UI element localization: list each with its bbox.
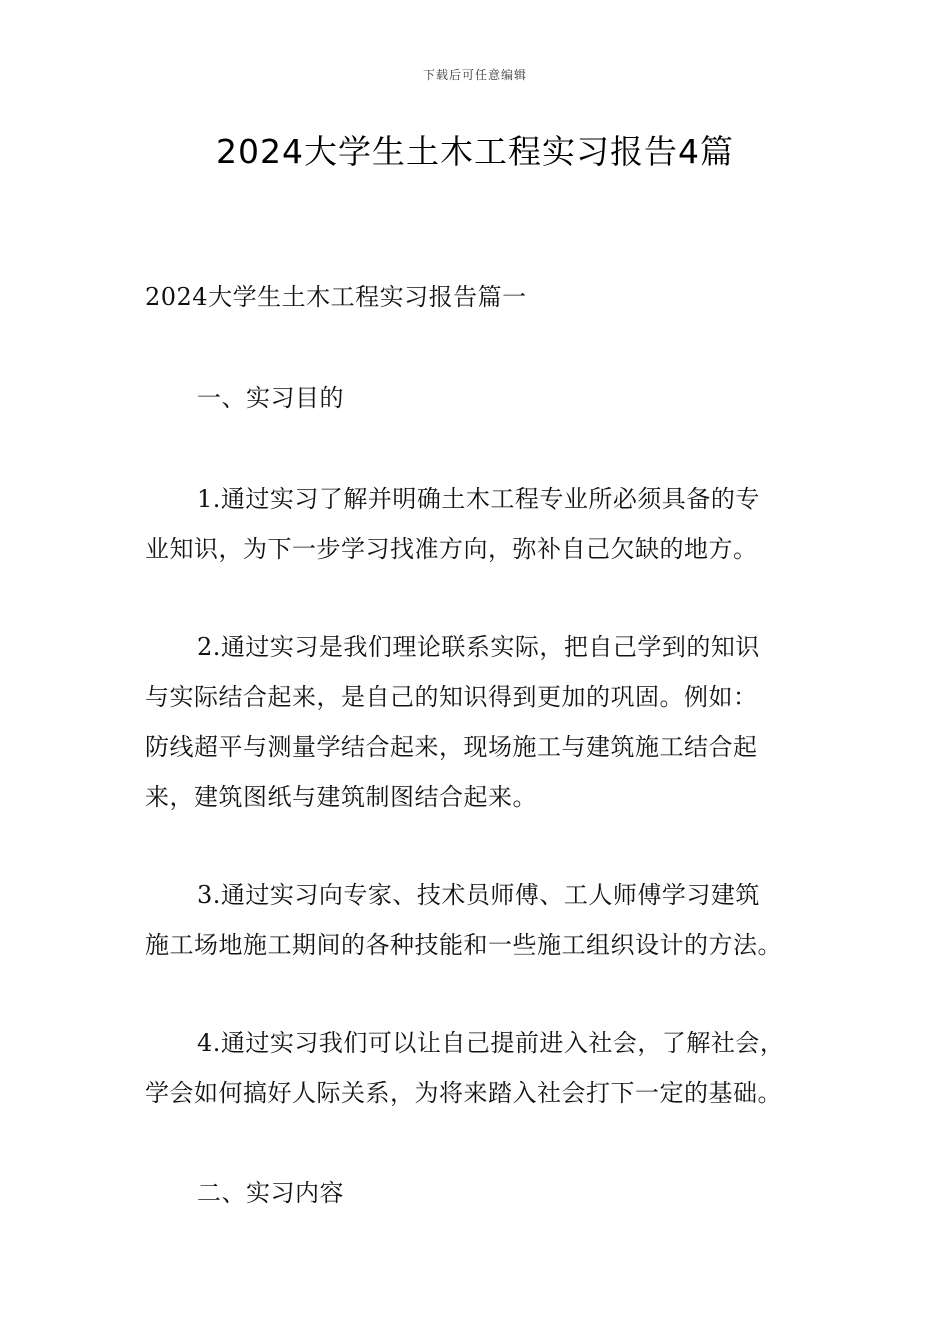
- paragraph-item-1: [145, 474, 835, 574]
- paragraph-line: 3.通过实习向专家、技术员师傅、工人师傅学习建筑: [197, 881, 760, 909]
- report-subtitle: 2024大学生土木工程实习报告篇一: [145, 283, 527, 311]
- section-heading-content: 二、实习内容: [197, 1179, 344, 1207]
- document-title: 2024大学生土木工程实习报告4篇: [216, 132, 734, 171]
- header-note: 下载后可任意编辑: [422, 68, 527, 82]
- section-heading-objectives: 一、实习目的: [197, 384, 344, 412]
- paragraph-line: 来，建筑图纸与建筑制图结合起来。: [145, 783, 537, 811]
- paragraph-line: 业知识，为下一步学习找准方向，弥补自己欠缺的地方。: [145, 535, 758, 563]
- paragraph-line: 1.通过实习了解并明确土木工程专业所必须具备的专: [197, 485, 760, 513]
- paragraph-line: 施工场地施工期间的各种技能和一些施工组织设计的方法。: [145, 931, 782, 959]
- paragraph-line: 防线超平与测量学结合起来，现场施工与建筑施工结合起: [145, 733, 758, 761]
- paragraph-item-2: [145, 622, 835, 822]
- paragraph-line: 2.通过实习是我们理论联系实际，把自己学到的知识: [197, 633, 760, 661]
- paragraph-item-4: [145, 1018, 835, 1118]
- paragraph-line: 学会如何搞好人际关系，为将来踏入社会打下一定的基础。: [145, 1079, 782, 1107]
- paragraph-line: 与实际结合起来，是自己的知识得到更加的巩固。例如：: [145, 683, 758, 711]
- paragraph-item-3: [145, 870, 835, 970]
- paragraph-line: 4.通过实习我们可以让自己提前进入社会，了解社会，: [197, 1029, 785, 1057]
